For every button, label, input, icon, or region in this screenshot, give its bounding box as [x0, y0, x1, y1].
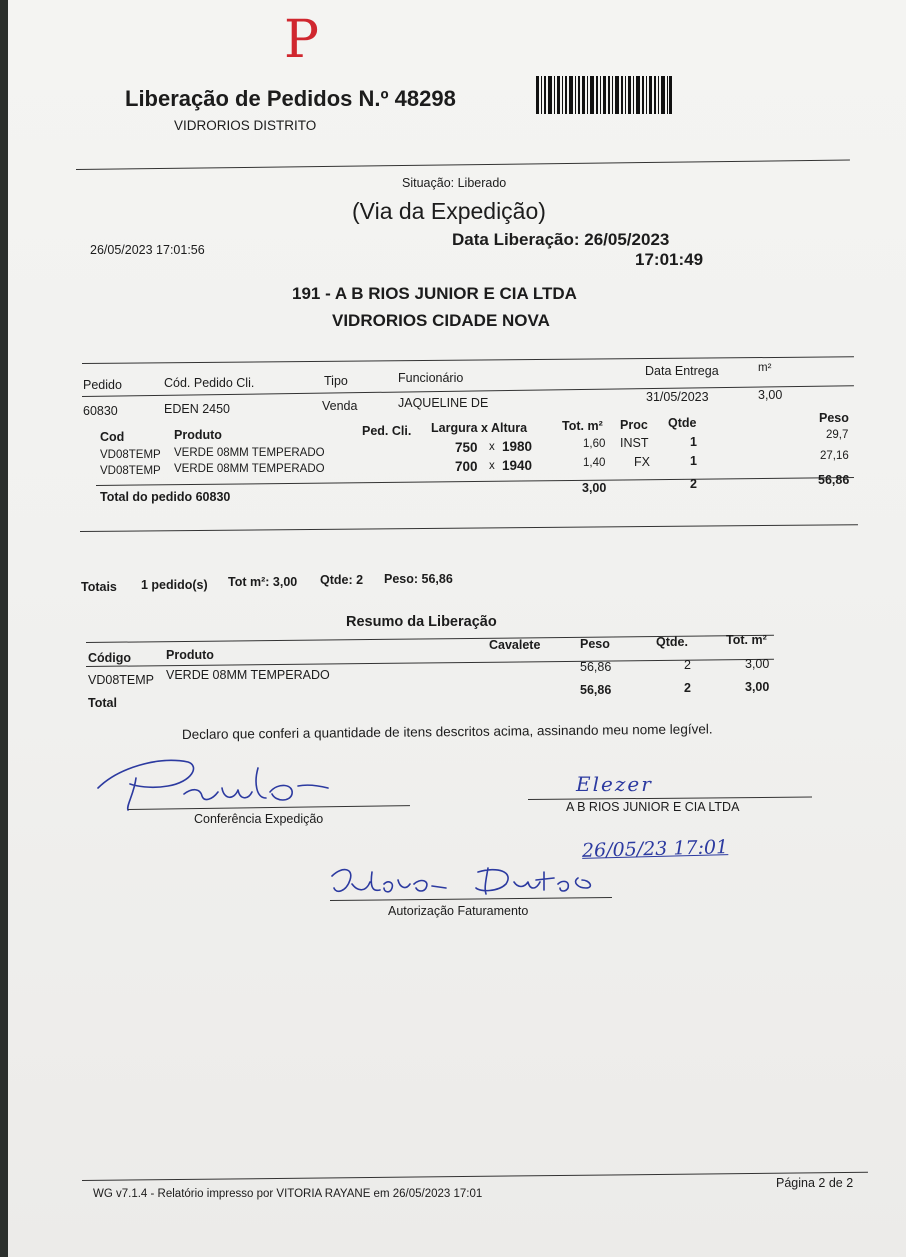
- col-cavalete: Cavalete: [489, 638, 541, 652]
- totais-pedidos: 1 pedido(s): [141, 578, 208, 592]
- order-data-entrega: 31/05/2023: [646, 390, 709, 404]
- conferencia-label: Conferência Expedição: [194, 812, 324, 826]
- col-largura-altura: Largura x Altura: [431, 421, 528, 435]
- col-tipo: Tipo: [324, 374, 348, 388]
- item-tot-m2: 1,40: [583, 457, 606, 469]
- item-cod: VD08TEMP: [100, 465, 161, 477]
- totais-peso: Peso: 56,86: [384, 572, 453, 586]
- client-site: VIDRORIOS CIDADE NOVA: [332, 311, 550, 330]
- order-total-peso: 56,86: [818, 473, 850, 487]
- order-bottom-rule: [80, 524, 858, 532]
- col-data-entrega: Data Entrega: [645, 364, 719, 378]
- footer-page-number: Página 2 de 2: [776, 1176, 854, 1190]
- item-proc: INST: [620, 436, 649, 450]
- handwritten-date: 26/05/23 17:01: [581, 836, 729, 862]
- item-peso: 27,16: [820, 450, 849, 462]
- item-largura: 700: [455, 459, 478, 474]
- col-codigo: Código: [88, 651, 132, 665]
- totais-qtde: Qtde: 2: [320, 573, 364, 587]
- via-title: (Via da Expedição): [352, 198, 546, 224]
- col-produto: Produto: [174, 428, 222, 442]
- item-cod: VD08TEMP: [100, 449, 161, 461]
- order-tipo: Venda: [322, 399, 358, 413]
- resumo-qtde: 2: [684, 658, 691, 672]
- print-datetime: 26/05/2023 17:01:56: [90, 243, 205, 257]
- item-produto: VERDE 08MM TEMPERADO: [174, 463, 325, 475]
- col-resumo-produto: Produto: [166, 648, 214, 662]
- item-qtde: 1: [690, 435, 697, 449]
- col-qtde: Qtde: [668, 416, 697, 430]
- document-title: Liberação de Pedidos N.º 48298: [125, 86, 456, 111]
- item-peso: 29,7: [826, 429, 849, 441]
- item-altura: 1980: [502, 439, 533, 454]
- barcode-icon: [536, 76, 672, 114]
- client-name: 191 - A B RIOS JUNIOR E CIA LTDA: [292, 284, 577, 303]
- col-resumo-tot-m2: Tot. m²: [726, 633, 767, 647]
- footer-printed-by: WG v7.1.4 - Relatório impresso por VITORIA RAYANE em 26/05/2023 17:01: [93, 1188, 483, 1200]
- resumo-title: Resumo da Liberação: [346, 614, 497, 630]
- order-funcionario: JAQUELINE DE: [398, 396, 489, 410]
- autorizacao-label: Autorização Faturamento: [388, 904, 529, 918]
- declaration-text: Declaro que conferi a quantidade de itens descritos acima, assinando meu nome legível.: [181, 721, 713, 742]
- item-x: x: [489, 460, 495, 472]
- resumo-total-m2: 3,00: [745, 680, 770, 694]
- col-proc: Proc: [620, 418, 648, 432]
- col-tot-m2: Tot. m²: [562, 419, 603, 433]
- client-label: A B RIOS JUNIOR E CIA LTDA: [566, 800, 740, 814]
- order-top-rule: [82, 356, 854, 364]
- order-pedido: 60830: [83, 404, 118, 418]
- item-largura: 750: [455, 440, 478, 455]
- col-cod-pedido-cli: Cód. Pedido Cli.: [164, 376, 255, 390]
- item-qtde: 1: [690, 454, 697, 468]
- release-date: Data Liberação: 26/05/2023: [452, 230, 670, 249]
- resumo-total-label: Total: [88, 696, 117, 710]
- footer-rule: [82, 1172, 868, 1181]
- order-total-m2: 3,00: [582, 481, 607, 495]
- order-m2: 3,00: [758, 388, 783, 402]
- col-peso: Peso: [819, 411, 849, 425]
- client-signature-text: Elezer: [576, 772, 653, 796]
- resumo-peso: 56,86: [580, 660, 612, 674]
- item-produto: VERDE 08MM TEMPERADO: [174, 447, 325, 459]
- document-page: [8, 0, 906, 1257]
- item-proc: FX: [634, 455, 650, 469]
- resumo-produto: VERDE 08MM TEMPERADO: [166, 668, 330, 682]
- col-pedido: Pedido: [83, 378, 122, 392]
- item-x: x: [489, 441, 495, 453]
- order-total-qtde: 2: [690, 477, 697, 491]
- item-tot-m2: 1,60: [583, 438, 606, 450]
- status-text: Situação: Liberado: [402, 176, 507, 190]
- resumo-codigo: VD08TEMP: [88, 673, 154, 687]
- resumo-tot-m2: 3,00: [745, 657, 770, 671]
- company-name: VIDRORIOS DISTRITO: [174, 118, 317, 133]
- items-total-rule: [96, 477, 854, 486]
- header-divider: [76, 160, 850, 170]
- item-altura: 1940: [502, 458, 533, 473]
- order-cod-pedido-cli: EDEN 2450: [164, 402, 231, 416]
- resumo-total-peso: 56,86: [580, 683, 612, 697]
- col-cod: Cod: [100, 430, 125, 444]
- totais-tot-m2: Tot m²: 3,00: [228, 575, 298, 589]
- resumo-total-qtde: 2: [684, 681, 691, 695]
- red-stamp-letter: P: [284, 10, 319, 70]
- col-ped-cli: Ped. Cli.: [362, 424, 412, 438]
- col-m2: m²: [758, 362, 772, 374]
- release-time: 17:01:49: [635, 250, 704, 269]
- col-funcionario: Funcionário: [398, 371, 464, 385]
- col-resumo-qtde: Qtde.: [656, 635, 688, 649]
- totais-label: Totais: [81, 580, 117, 594]
- col-resumo-peso: Peso: [580, 637, 610, 651]
- order-total-label: Total do pedido 60830: [100, 490, 231, 504]
